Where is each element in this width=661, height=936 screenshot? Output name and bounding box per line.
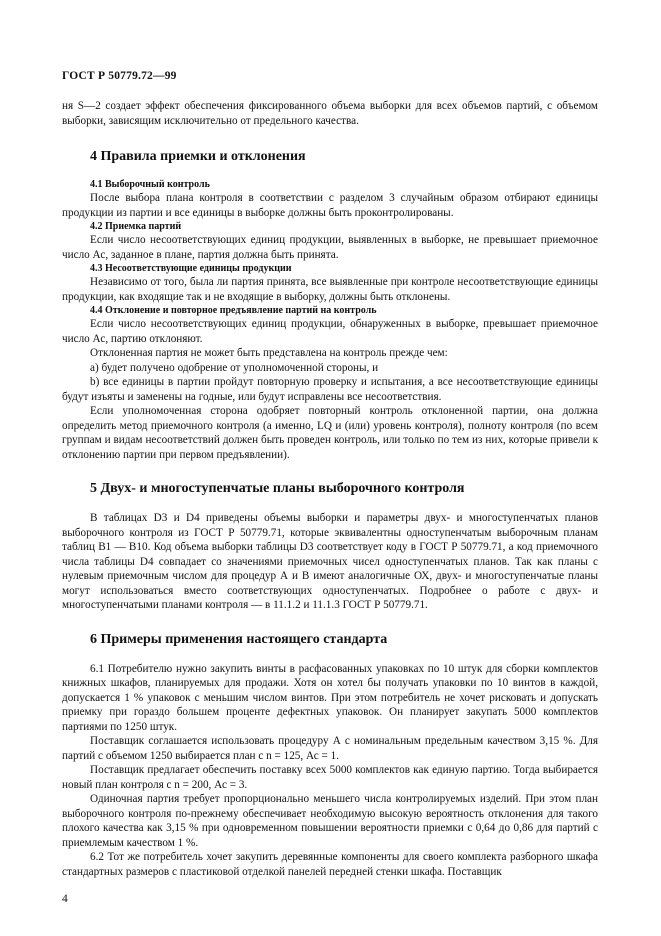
subsection-4-1-text: После выбора плана контроля в соответствии с разделом 3 случайным образом отбирают единицы продукции из партии и все единицы в выборке должны быть проконтролированы. — [62, 192, 598, 219]
document-body — [62, 99, 598, 879]
subsection-4-4-heading: 4.4 Отклонение и повторное предъявление партий на контроль — [90, 305, 377, 316]
section-6-paragraph: 6.2 Тот же потребитель хочет закупить деревянные компоненты для своего комплекта разборного шкафа стандартных размеров с пластиковой отделкой панелей передней стенки шкафа. Поставщик — [62, 851, 598, 878]
subsection-4-2-heading: 4.2 Приемка партий — [90, 221, 182, 232]
subsection-4-3-text: Независимо от того, была ли партия принята, все выявленные при контроле несоответствующие единицы продукции, как входящие так и не входящие в выборку, должны быть отклонены. — [62, 276, 598, 303]
section-6-paragraph: Поставщик предлагает обеспечить поставку всех 5000 комплектов как единую партию. Тогда выбирается новый план контроля с n = 200, Ас = 3. — [62, 764, 598, 791]
list-item-a: а) будет получено одобрение от уполномоченной стороны, и — [90, 361, 379, 374]
document-header: ГОСТ Р 50779.72—99 — [62, 70, 177, 82]
subsection-4-2-text: Если число несоответствующих единиц продукции, выявленных в выборке, не превышает приемочное число Ас, заданное в плане, партия должна быть принята. — [62, 234, 598, 261]
page-number: 4 — [62, 893, 68, 905]
subsection-4-1-heading: 4.1 Выборочный контроль — [90, 179, 210, 190]
section-6-paragraph: Одиночная партия требует пропорционально меньшего числа контролируемых изделий. При этом план выборочного контроля по-прежнему обеспечивает необходимую высокую вероятность отклонения для такого плохого качества как 3,15 % при одновременном повышении вероятности приемки с 0,64 до 0,86 для партий с приемлемым качеством 1 %. — [62, 793, 598, 849]
section-5-title: 5 Двух- и многоступенчатые планы выборочного контроля — [90, 481, 465, 496]
section-6-paragraph: Поставщик соглашается использовать процедуру А с номинальным предельным качеством 3,15 %. Для партий с объемом 1250 выбирается план с n = 125, Ас = 1. — [62, 735, 598, 762]
list-item-b: b) все единицы в партии пройдут повторную проверку и испытания, а все несоответствующие единицы будут изъяты и заменены на годные, или будут исправлены все несоответствия. — [62, 376, 598, 403]
intro-paragraph: ня S—2 создает эффект обеспечения фиксированного объема выборки для всех объемов партий, с объемом выборки, зависящим исключительно от предельного качества. — [62, 100, 598, 127]
section-6-title: 6 Примеры применения настоящего стандарта — [90, 631, 388, 647]
section-4-title: 4 Правила приемки и отклонения — [90, 149, 306, 164]
subsection-4-4-paragraph: Если уполномоченная сторона одобряет повторный контроль отклоненной партии, она должна определить метод приемочного контроля (а именно, LQ и (или) уровень контроля), полноту контроля (по всем группам и видам несоответствий должен быть проведен контроль, или только по тем из них, которые привели к отклонению партии при первом предъявлении). — [62, 405, 598, 461]
section-5-text: В таблицах D3 и D4 приведены объемы выборки и параметры двух- и многоступенчатых планов выборочного контроля из ГОСТ Р 50779.71, которые эквивалентны одноступенчатым выборочным планам таблиц В1 — В10. Код объема выборки таблицы D3 соответствует коду в ГОСТ Р 50779.71, а код приемочного числа таблицы D4 совпадает со значениями приемочных чисел одноступенчатых планов. Так как планы с нулевым приемочным числом для процедур А и В имеют аналогичные ОХ, двух- и многоступенчатые планы могут использоваться вместо соответствующих одноступенчатых. Подробнее о работе с двух- и многоступенчатыми планами контроля — в 11.1.2 и 11.1.3 ГОСТ Р 50779.71. — [62, 512, 598, 611]
subsection-4-3-heading: 4.3 Несоответствующие единицы продукции — [90, 263, 292, 274]
subsection-4-4-paragraph: Если число несоответствующих единиц продукции, обнаруженных в выборке, превышает приемочное число Ас, партию отклоняют. — [62, 318, 598, 345]
subsection-4-4-paragraph: Отклоненная партия не может быть представлена на контроль прежде чем: — [90, 347, 448, 359]
section-6-paragraph: 6.1 Потребителю нужно закупить винты в расфасованных упаковках по 10 штук для сборки комплектов книжных шкафов, планируемых для продажи. Хотя он хотел бы получать упаковки по 10 винтов в каждой, допускается 1 % упаковок с меньшим числом винтов. При этом потребитель не хочет рисковать и допускать приемку при гораздо большем проценте дефектных упаковок. Он планирует закупать 5000 комплектов партиями по 1250 штук. — [62, 662, 598, 733]
